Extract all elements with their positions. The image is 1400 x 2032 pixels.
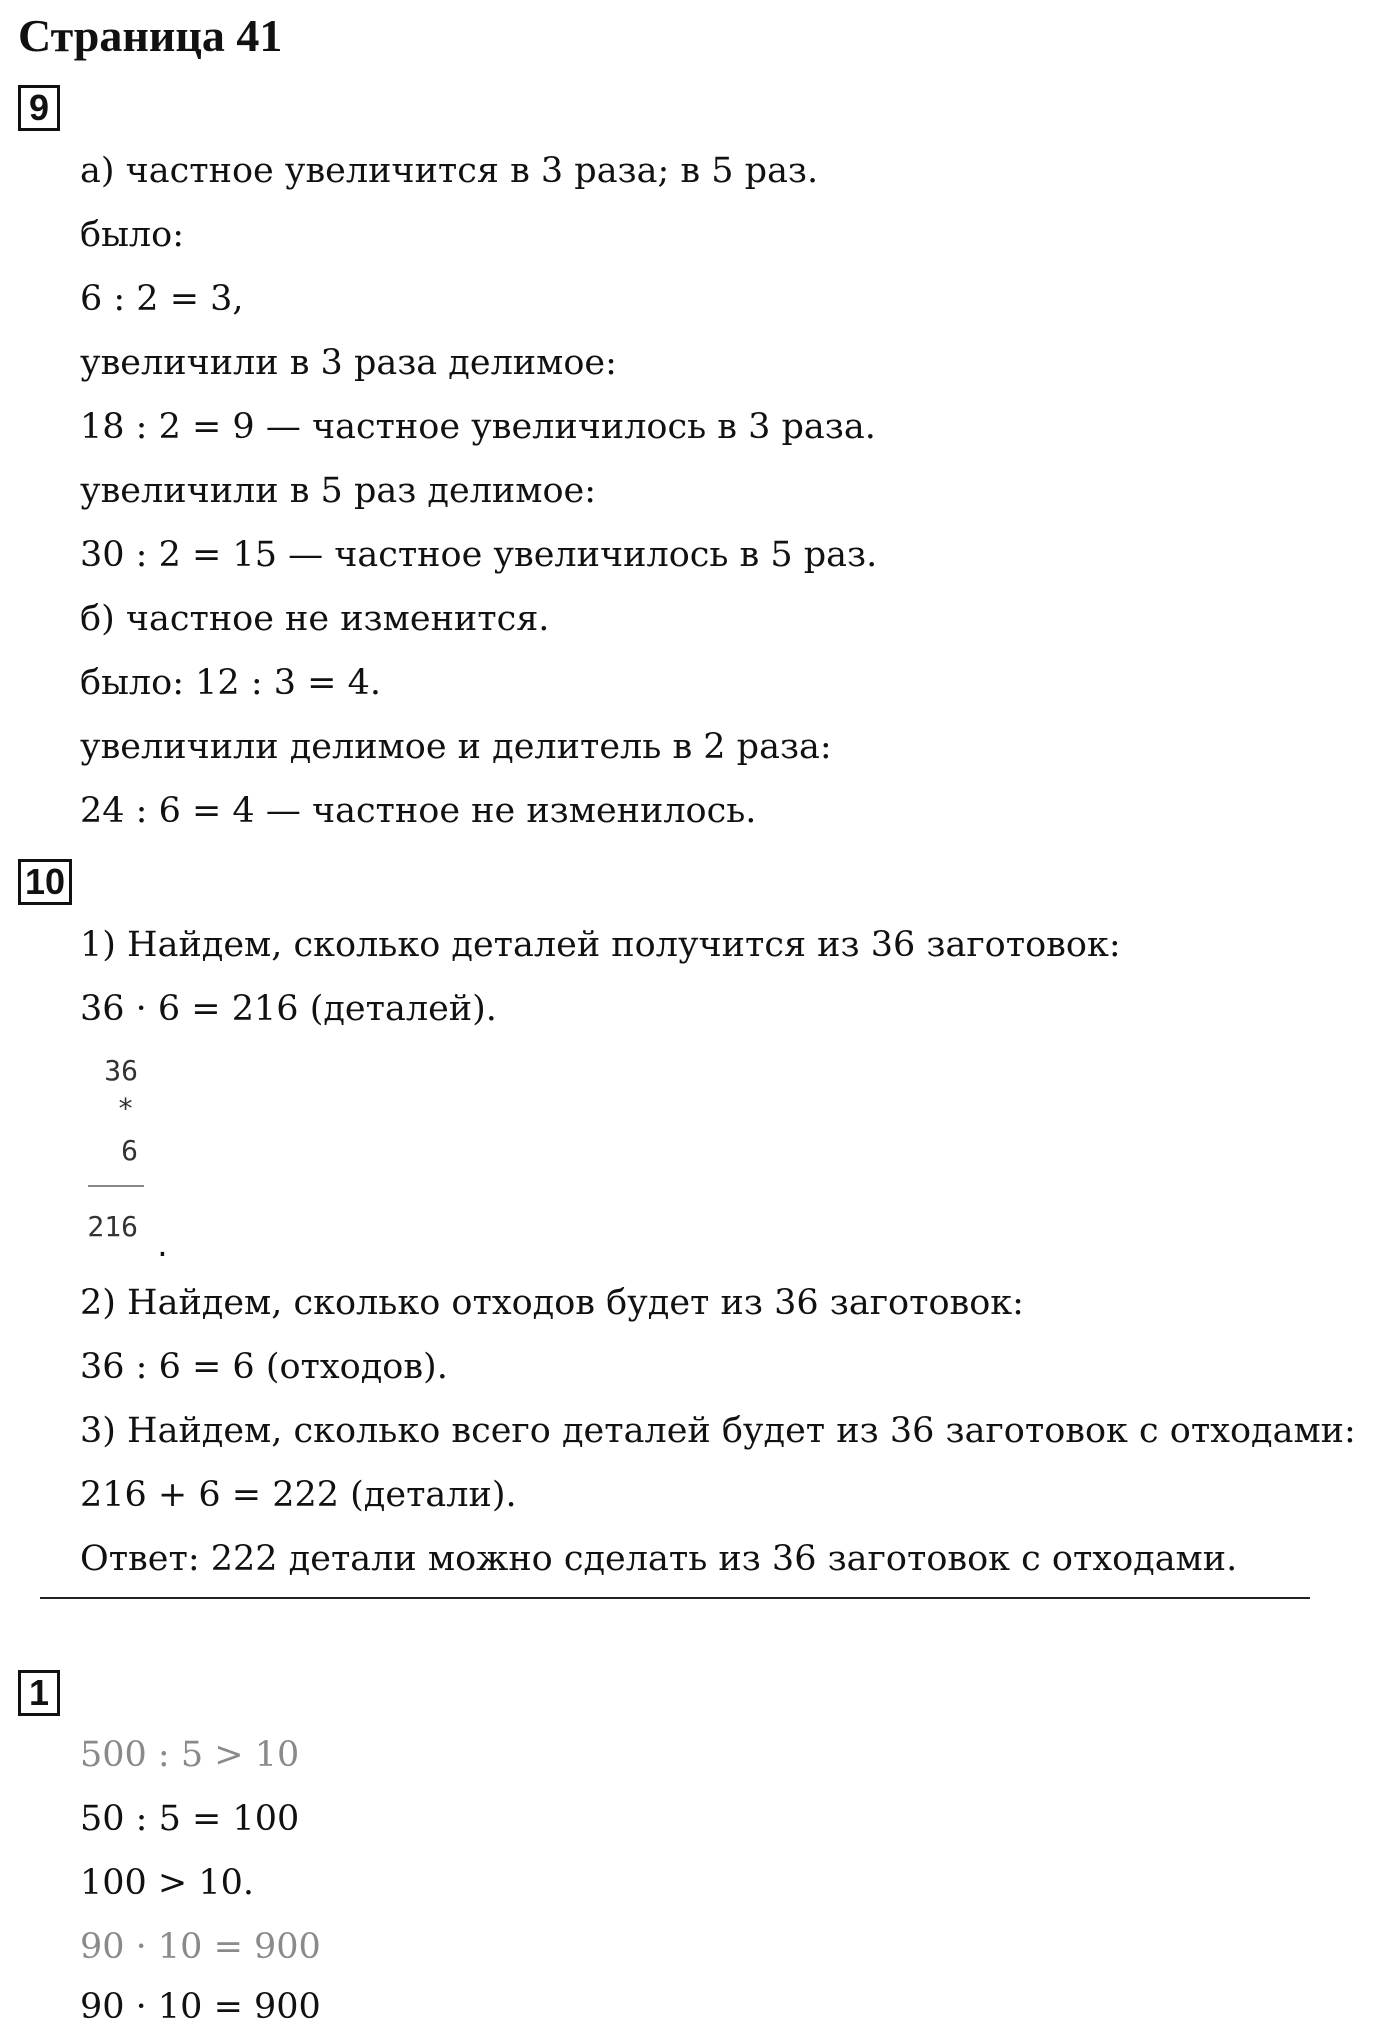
task10-line: 2) Найдем, сколько отходов будет из 36 заготовок: (80, 1283, 1024, 1323)
task9-line: б) частное не изменится. (80, 599, 550, 639)
task9-line: 30 : 2 = 15 — частное увеличилось в 5 раз. (80, 535, 878, 575)
task9-line: было: (80, 215, 185, 255)
task1-line: 500 : 5 > 10 (80, 1735, 300, 1775)
task10-line: 36 : 6 = 6 (отходов). (80, 1347, 448, 1387)
task1-line: 90 · 10 = 900 (80, 1927, 321, 1967)
task1-line: 90 · 10 = 900 (80, 1987, 321, 2027)
task9-line: увеличили в 5 раз делимое: (80, 471, 597, 511)
task9-line: 18 : 2 = 9 — частное увеличилось в 3 раза. (80, 407, 876, 447)
task10-answer: Ответ: 222 детали можно сделать из 36 заготовок с отходами. (80, 1539, 1238, 1579)
task10-line: 216 + 6 = 222 (детали). (80, 1475, 517, 1515)
calc-divider (88, 1185, 144, 1187)
task9-line: увеличили делимое и делитель в 2 раза: (80, 727, 832, 767)
task9-line: было: 12 : 3 = 4. (80, 663, 381, 703)
task10-line: 1) Найдем, сколько деталей получится из 36 заготовок: (80, 925, 1121, 965)
page-title: Страница 41 (18, 10, 283, 61)
calc-dot: . (154, 1230, 171, 1263)
task9-line: 6 : 2 = 3, (80, 279, 244, 319)
task9-line: увеличили в 3 раза делимое: (80, 343, 617, 383)
calc-multiplicand: 36 (104, 1054, 138, 1087)
section-divider (40, 1597, 1310, 1599)
task-number-1: 1 (18, 1670, 60, 1716)
task-number-10: 10 (18, 859, 72, 905)
column-multiplication (80, 1050, 171, 1263)
task9-line: 24 : 6 = 4 — частное не изменилось. (80, 791, 757, 831)
task10-line: 3) Найдем, сколько всего деталей будет из 36 заготовок с отходами: (80, 1411, 1356, 1451)
task-number-9: 9 (18, 85, 60, 131)
calc-multiplier: 6 (121, 1134, 138, 1167)
task1-line: 100 > 10. (80, 1863, 255, 1903)
task1-line: 50 : 5 = 100 (80, 1799, 300, 1839)
calc-result: 216 (87, 1210, 138, 1243)
task9-line: а) частное увеличится в 3 раза; в 5 раз. (80, 151, 819, 191)
calc-operator: * (117, 1092, 134, 1125)
task10-line: 36 · 6 = 216 (деталей). (80, 989, 497, 1029)
